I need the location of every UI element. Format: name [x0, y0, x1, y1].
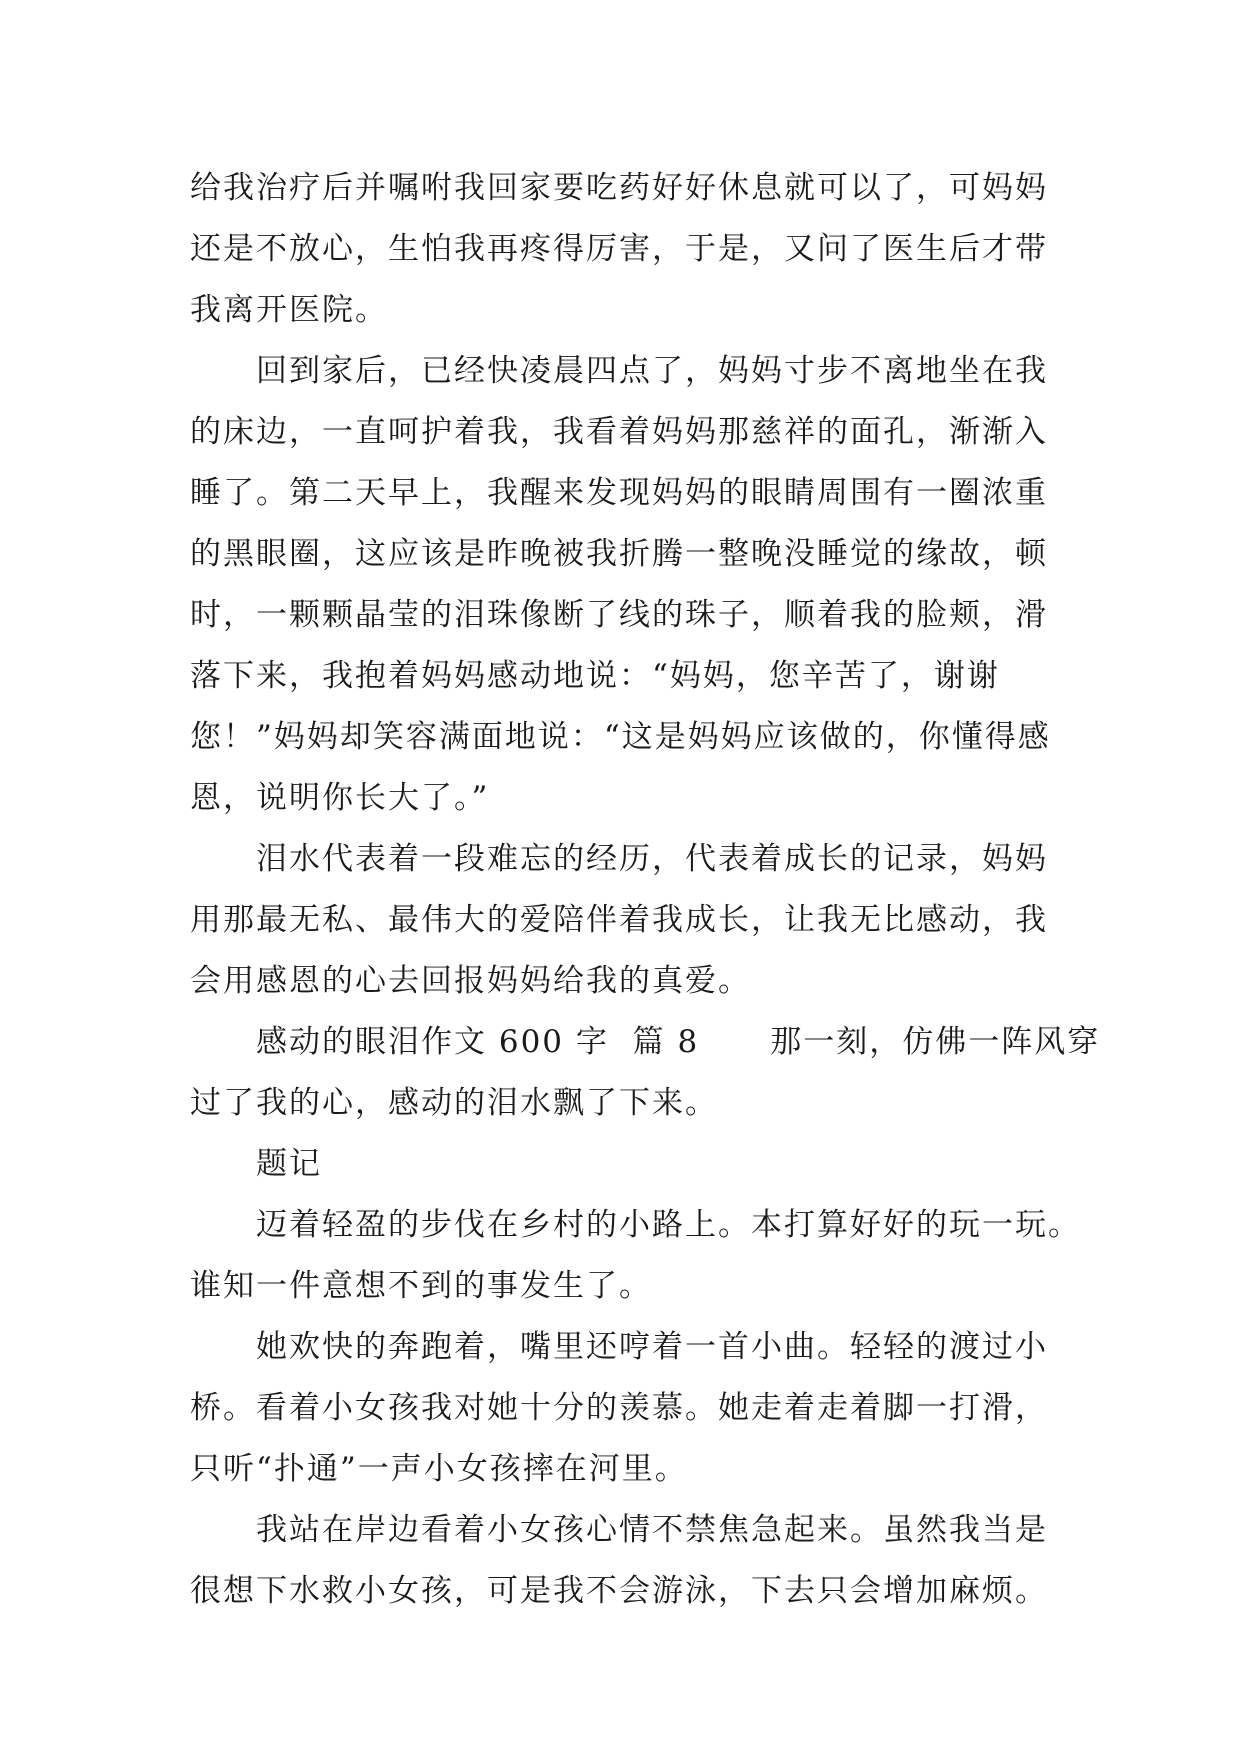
text-line: 我离开医院。 — [190, 292, 388, 328]
paragraph-4 — [190, 1012, 1101, 1134]
text-line: 很想下水救小女孩，可是我不会游泳，下去只会增加麻烦。 — [190, 1573, 1048, 1609]
text-line: 睡了。第二天早上，我醒来发现妈妈的眼睛周围有一圈浓重 — [190, 475, 1048, 511]
text-line: 用那最无私、最伟大的爱陪伴着我成长，让我无比感动，我 — [190, 902, 1048, 938]
text-line: 会用感恩的心去回报妈妈给我的真爱。 — [190, 963, 751, 999]
text-line: 的床边，一直呵护着我，我看着妈妈那慈祥的面孔，渐渐入 — [190, 414, 1048, 450]
paragraph-6 — [190, 1195, 1081, 1317]
text-line: 过了我的心，感动的泪水飘了下来。 — [190, 1085, 718, 1121]
paragraph-8 — [190, 1500, 1070, 1622]
paragraph-7 — [190, 1317, 1070, 1500]
text-line: 泪水代表着一段难忘的经历，代表着成长的记录，妈妈 — [256, 841, 1048, 877]
text-line: 还是不放心，生怕我再疼得厉害，于是，又问了医生后才带 — [190, 231, 1048, 267]
document-body — [190, 158, 1101, 1622]
text-line: 时，一颗颗晶莹的泪珠像断了线的珠子，顺着我的脸颊，滑 — [190, 597, 1048, 633]
text-line: 感动的眼泪作文 600 字 篇 8 那一刻，仿佛一阵风穿 — [256, 1024, 1101, 1060]
text-line: 落下来，我抱着妈妈感动地说：“妈妈，您辛苦了，谢谢 — [190, 658, 1000, 694]
text-line: 题记 — [256, 1146, 322, 1182]
text-line: 迈着轻盈的步伐在乡村的小路上。本打算好好的玩一玩。 — [256, 1207, 1081, 1243]
paragraph-1 — [190, 158, 1070, 341]
text-line: 我站在岸边看着小女孩心情不禁焦急起来。虽然我当是 — [256, 1512, 1048, 1548]
text-line: 给我治疗后并嘱咐我回家要吃药好好休息就可以了，可妈妈 — [190, 170, 1048, 206]
text-line: 她欢快的奔跑着，嘴里还哼着一首小曲。轻轻的渡过小 — [256, 1329, 1048, 1365]
text-line: 您！”妈妈却笑容满面地说：“这是妈妈应该做的，你懂得感 — [190, 719, 1051, 755]
text-line: 桥。看着小女孩我对她十分的羡慕。她走着走着脚一打滑， — [190, 1390, 1048, 1426]
paragraph-5 — [190, 1134, 1070, 1195]
text-line: 回到家后，已经快凌晨四点了，妈妈寸步不离地坐在我 — [256, 353, 1048, 389]
text-line: 只听“扑通”一声小女孩摔在河里。 — [190, 1451, 688, 1487]
paragraph-3 — [190, 829, 1070, 1012]
text-line: 谁知一件意想不到的事发生了。 — [190, 1268, 652, 1304]
paragraph-2 — [190, 341, 1070, 829]
text-line: 恩，说明你长大了。” — [190, 780, 490, 816]
text-line: 的黑眼圈，这应该是昨晚被我折腾一整晚没睡觉的缘故，顿 — [190, 536, 1048, 572]
